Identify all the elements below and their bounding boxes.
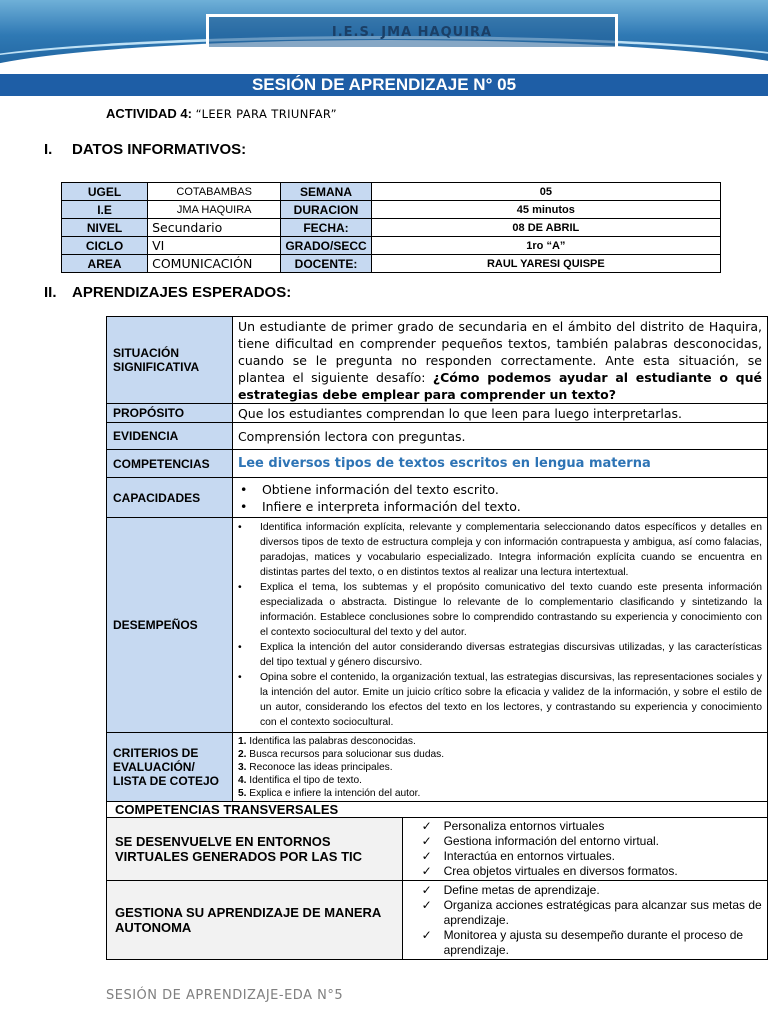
activity-name: “LEER PARA TRIUNFAR”: [195, 107, 337, 121]
info-value: 08 DE ABRIL: [371, 219, 720, 237]
row-label: PROPÓSITO: [107, 404, 233, 423]
session-title: SESIÓN DE APRENDIZAJE N° 05: [251, 75, 517, 94]
row-proposito: [107, 404, 768, 423]
school-name-box: [206, 14, 618, 50]
section-number: I.: [44, 141, 53, 158]
row-label: EVIDENCIA: [107, 423, 233, 450]
header-banner: [0, 0, 768, 96]
section-heading-datos: [44, 141, 246, 158]
info-label: NIVEL: [62, 219, 148, 237]
learning-table: [106, 316, 768, 960]
list-item: ✓ Monitorea y ajusta su desempeño durante el proceso de aprendizaje.: [421, 927, 744, 957]
info-label: UGEL: [62, 183, 148, 201]
list-item: ✓ Define metas de aprendizaje.: [421, 882, 600, 897]
list-item: 3. Reconoce las ideas principales.: [237, 761, 393, 773]
section-number: II.: [44, 284, 57, 301]
info-row: [62, 201, 721, 219]
row-label: CAPACIDADES: [107, 478, 233, 518]
row-autonoma: [107, 881, 768, 960]
row-desempenos: [107, 518, 768, 733]
row-label: SITUACIÓN SIGNIFICATIVA: [107, 317, 233, 404]
session-title-bar: [0, 74, 768, 96]
check-icon: ✓: [421, 849, 432, 863]
check-icon: ✓: [421, 927, 432, 942]
info-label: DOCENTE:: [281, 255, 371, 273]
activity-label: ACTIVIDAD 4:: [106, 106, 192, 121]
info-row: [62, 219, 721, 237]
list-item: ✓ Gestiona información del entorno virtual.: [421, 834, 660, 848]
row-label: DESEMPEÑOS: [107, 518, 233, 733]
row-label: SE DESENVUELVE EN ENTORNOS VIRTUALES GENERADOS POR LAS TIC: [107, 818, 403, 881]
check-icon: ✓: [421, 819, 432, 833]
list-item: ✓ Organiza acciones estratégicas para alcanzar sus metas de aprendizaje.: [421, 897, 762, 927]
info-label: CICLO: [62, 237, 148, 255]
capacidades-cell: [232, 478, 767, 518]
info-value: 1ro “A”: [371, 237, 720, 255]
info-label: AREA: [62, 255, 148, 273]
situacion-cell: [232, 317, 767, 404]
info-value: RAUL YARESI QUISPE: [371, 255, 720, 273]
desempenos-list: [238, 520, 762, 730]
row-evidencia: [107, 423, 768, 450]
section-title: APRENDIZAJES ESPERADOS:: [72, 284, 292, 301]
activity-line: [106, 106, 337, 121]
autonoma-cell: [402, 881, 767, 960]
situacion-text: Un estudiante de primer grado de secundaria en el ámbito del distrito de Haquira, tiene dificultad en comprender pequeños textos, también palabras desconocidas, cuando se le pregunta no responden correctamente. Ante esta situación, se plantea el siguiente desafío:: [237, 318, 762, 385]
desempenos-cell: [232, 518, 767, 733]
list-item: 5. Explica e infiere la intención del autor.: [237, 787, 421, 799]
list-item: • Identifica información explícita, relevante y complementaria seleccionando datos específicos y detalles en diversos tipos de texto de estructura compleja y con información contrapuesta y ambigua, así como falacias, paradojas, matices y vocabulario especializado. Integra información explícita cuando se encuentra en distintas partes del texto, o en distintos textos al realizar una lectura intertextual.: [238, 520, 762, 580]
section-heading-aprendizajes: [44, 284, 291, 301]
info-table: [61, 182, 721, 273]
info-label: FECHA:: [281, 219, 371, 237]
info-value: JMA HAQUIRA: [148, 201, 281, 219]
info-value: 45 minutos: [371, 201, 720, 219]
section-title: DATOS INFORMATIVOS:: [72, 141, 247, 158]
list-item: 2. Busca recursos para solucionar sus dudas.: [237, 748, 445, 760]
proposito-text: Que los estudiantes comprendan lo que leen para luego interpretarlas.: [232, 404, 767, 423]
criterios-list: [238, 735, 762, 800]
list-item: ✓ Personaliza entornos virtuales: [421, 819, 605, 833]
info-value: COMUNICACIÓN: [148, 255, 281, 273]
info-row: [62, 255, 721, 273]
list-item: 1. Identifica las palabras desconocidas.: [237, 735, 416, 747]
row-label: COMPETENCIAS: [107, 450, 233, 478]
check-icon: ✓: [421, 834, 432, 848]
school-name: I.E.S. JMA HAQUIRA: [331, 24, 493, 40]
row-label: CRITERIOS DE EVALUACIÓN/ LISTA DE COTEJO: [107, 733, 233, 802]
tic-cell: [402, 818, 767, 881]
check-icon: ✓: [421, 864, 432, 878]
row-competencias: [107, 450, 768, 478]
page-footer: SESIÓN DE APRENDIZAJE-EDA N°5: [106, 988, 344, 1003]
list-item: ✓ Crea objetos virtuales en diversos formatos.: [421, 864, 678, 878]
info-label: DURACION: [281, 201, 371, 219]
info-label: GRADO/SECC: [281, 237, 371, 255]
list-item: 4. Identifica el tipo de texto.: [237, 774, 362, 786]
list-item: • Explica la intención del autor considerando diversas estrategias discursivas utilizadas, y las características del tipo textual y género discursivo.: [238, 640, 762, 670]
row-situacion: [107, 317, 768, 404]
row-capacidades: [107, 478, 768, 518]
transversales-heading: COMPETENCIAS TRANSVERSALES: [107, 802, 768, 818]
row-transversales-heading: [107, 802, 768, 818]
info-row: [62, 183, 721, 201]
info-value: VI: [148, 237, 281, 255]
check-icon: ✓: [421, 882, 432, 897]
autonoma-list: [408, 883, 762, 958]
info-label: SEMANA: [281, 183, 371, 201]
capacidades-list: [238, 481, 762, 515]
evidencia-text: Comprensión lectora con preguntas.: [232, 423, 767, 450]
row-tic: [107, 818, 768, 881]
info-row: [62, 237, 721, 255]
row-criterios: [107, 733, 768, 802]
list-item: • Infiere e interpreta información del texto.: [238, 498, 762, 515]
list-item: • Explica el tema, los subtemas y el propósito comunicativo del texto cuando este presenta información especializada o abstracta. Distingue lo relevante de lo complementario clasificando y sintetizando la información. Establece conclusiones sobre lo comprendido contrastando su experiencia y conocimiento con el contexto sociocultural del texto y del autor.: [238, 580, 762, 640]
info-value: COTABAMBAS: [148, 183, 281, 201]
criterios-cell: [232, 733, 767, 802]
list-item: • Opina sobre el contenido, la organización textual, las estrategias discursivas, las representaciones sociales y la intención del autor. Emite un juicio crítico sobre la eficacia y validez de la información, y sobre el estilo de un autor, considerando los efectos del texto en los lectores, y contrastando su experiencia y conocimiento con el contexto sociocultural.: [238, 670, 762, 730]
tic-list: [408, 819, 762, 879]
row-label: GESTIONA SU APRENDIZAJE DE MANERA AUTONOMA: [107, 881, 403, 960]
info-value: 05: [371, 183, 720, 201]
info-label: I.E: [62, 201, 148, 219]
check-icon: ✓: [421, 897, 432, 912]
list-item: ✓ Interactúa en entornos virtuales.: [421, 849, 615, 863]
competencia-text: Lee diversos tipos de textos escritos en lengua materna: [232, 450, 767, 478]
info-value: Secundario: [148, 219, 281, 237]
situacion-question: ¿Cómo podemos ayudar al estudiante o qué estrategias debe emplear para comprender un texto?: [237, 369, 762, 402]
list-item: • Obtiene información del texto escrito.: [238, 481, 762, 498]
